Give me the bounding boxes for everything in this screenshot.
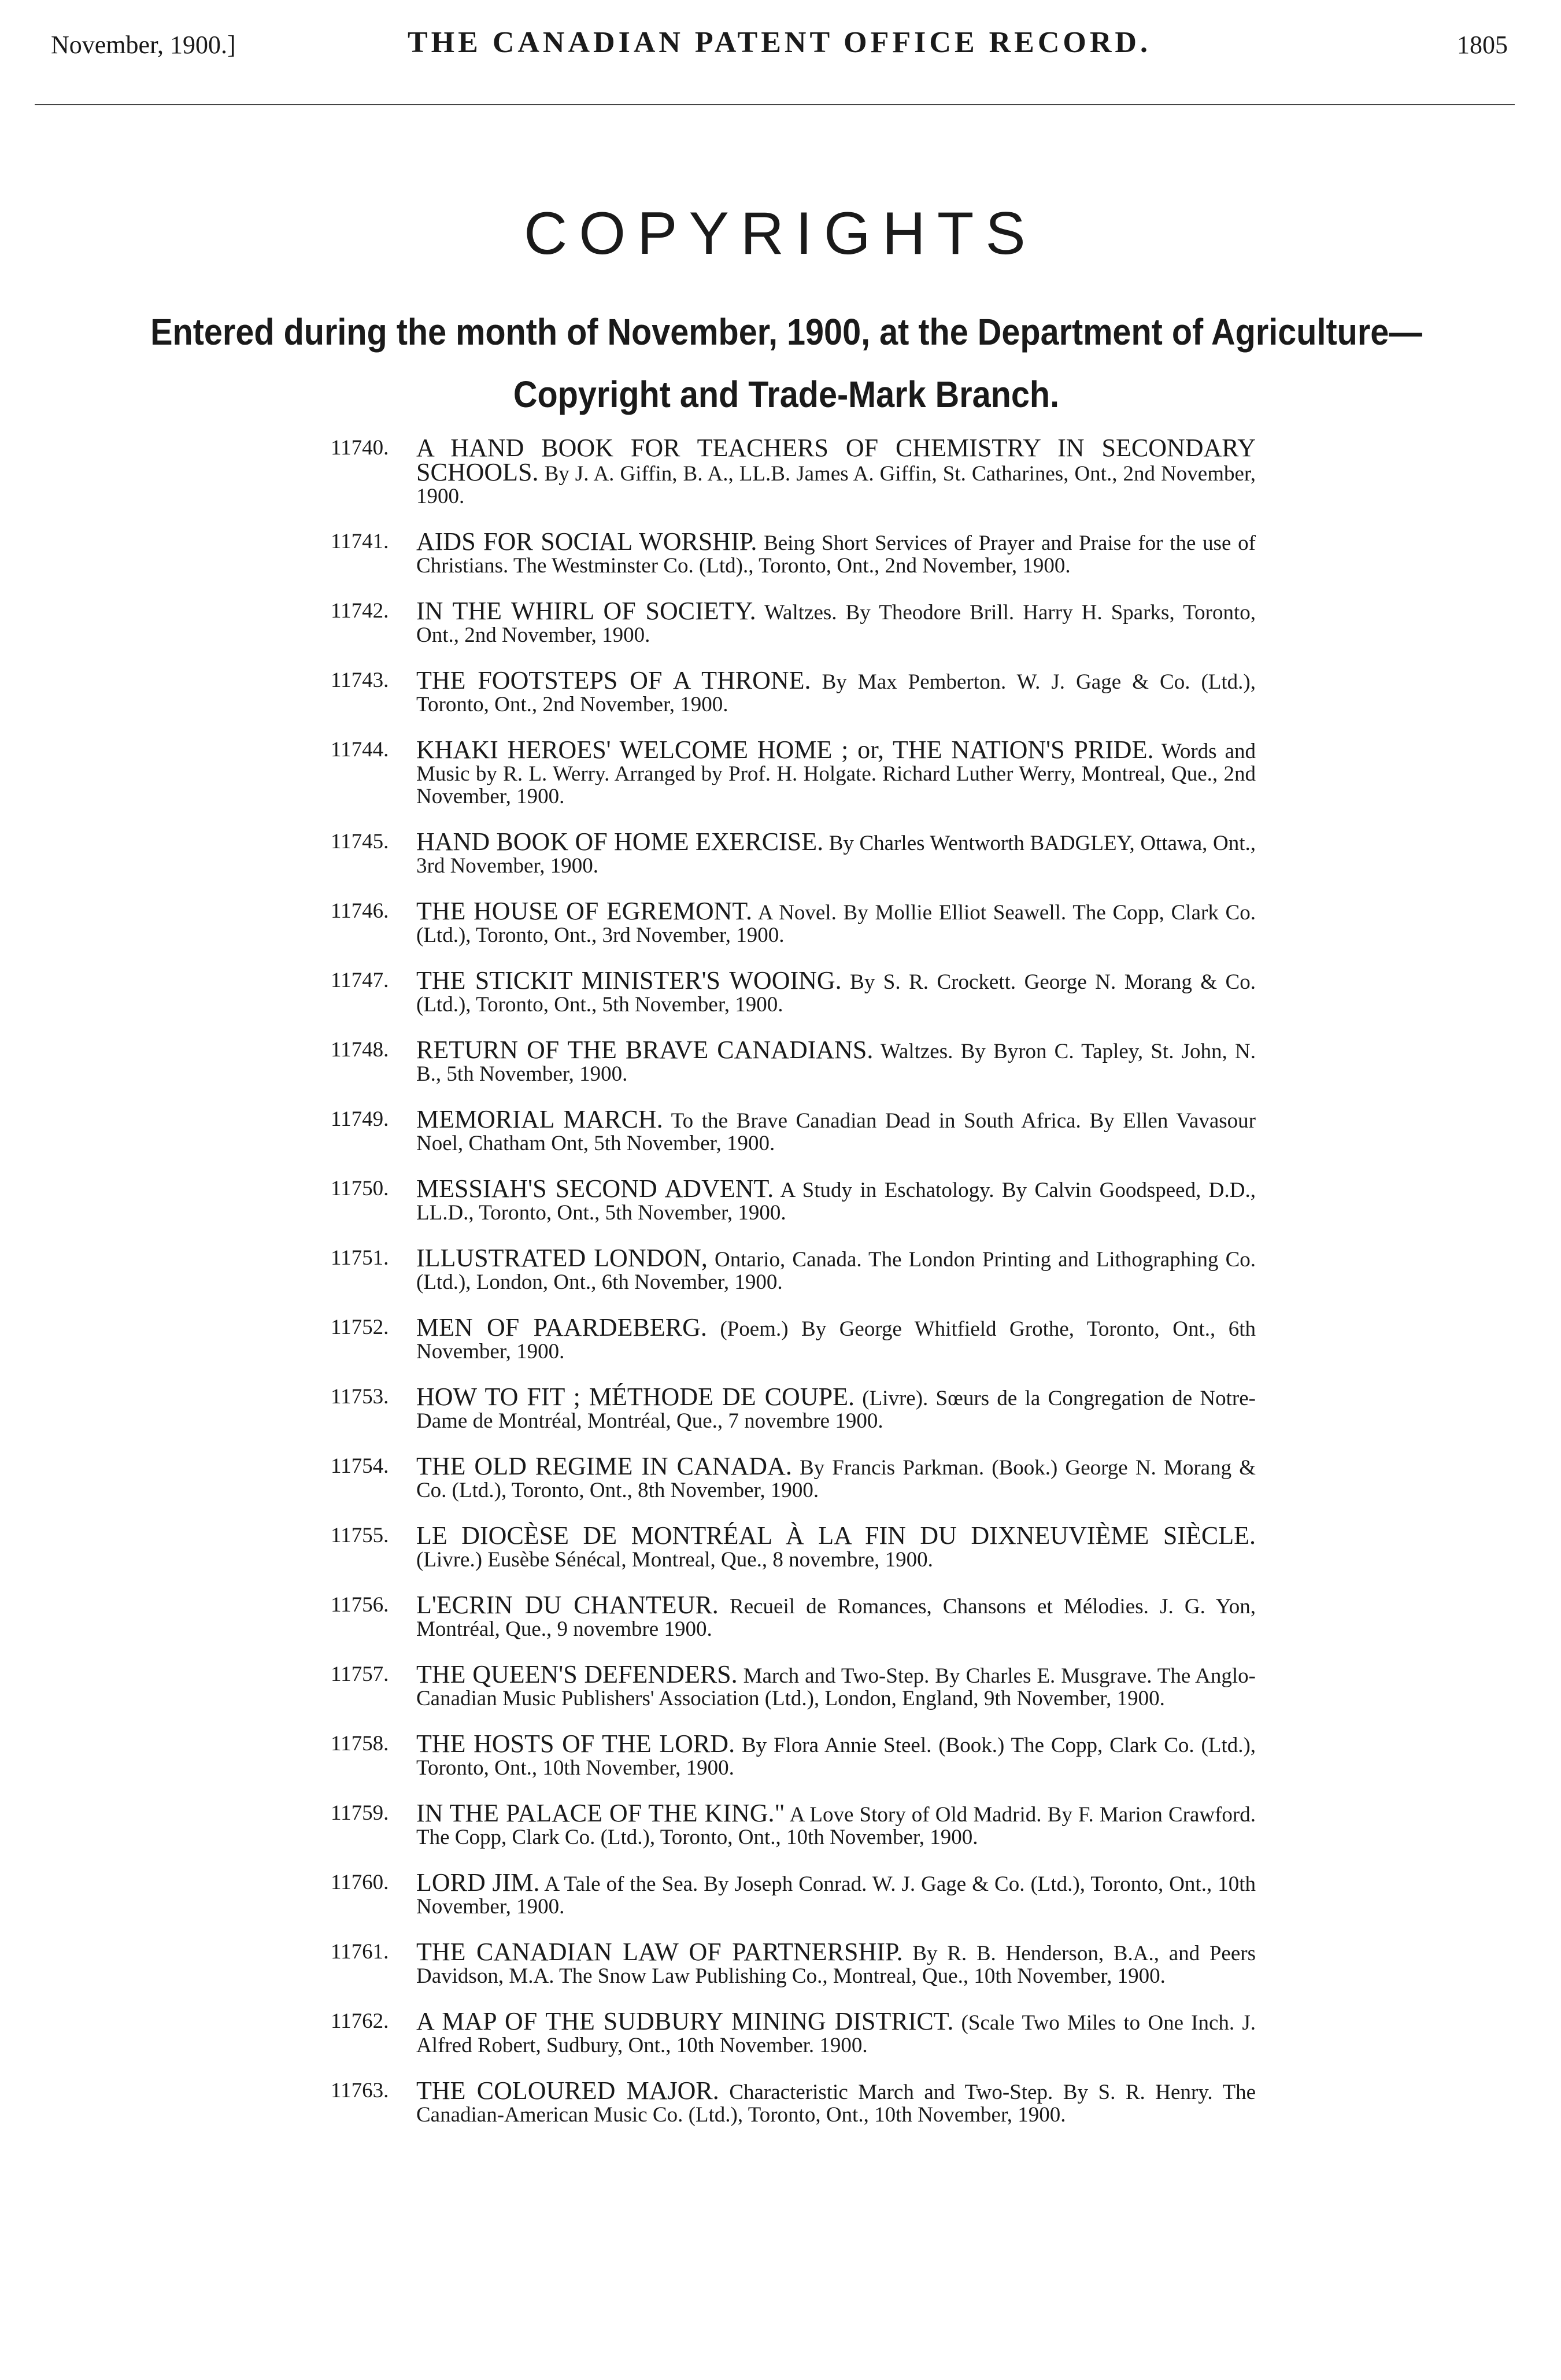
entry-details: A Study in Eschatology. By Calvin Goodspeed, D.D., LL.D., Toronto, Ont., 5th November, 1900. bbox=[416, 1178, 1256, 1225]
list-item bbox=[331, 1938, 1256, 1988]
page-number: 1805 bbox=[1457, 31, 1508, 59]
entry-number: 11747. bbox=[331, 969, 389, 992]
list-item bbox=[331, 434, 1256, 508]
entry-title: ILLUSTRATED LONDON, bbox=[416, 1244, 708, 1272]
entry-details: By J. A. Giffin, B. A., LL.B. James A. Giffin, St. Catharines, Ont., 2nd November, 1900. bbox=[416, 462, 1256, 508]
entry-number: 11759. bbox=[331, 1801, 389, 1825]
entry-title: THE CANADIAN LAW OF PARTNERSHIP. bbox=[416, 1938, 903, 1966]
entry-title: A HAND BOOK FOR TEACHERS OF CHEMISTRY IN SECONDARY SCHOOLS. bbox=[416, 434, 1256, 486]
list-item bbox=[331, 1385, 1256, 1432]
list-item bbox=[331, 897, 1256, 947]
entry-body bbox=[416, 2076, 1256, 2127]
entry-details: (Poem.) By George Whitfield Grothe, Toronto, Ont., 6th November, 1900. bbox=[416, 1317, 1256, 1363]
entry-details: Recueil de Romances, Chansons et Mélodies. J. G. Yon, Montréal, Que., 9 novembre 1900. bbox=[416, 1595, 1256, 1641]
entry-number: 11744. bbox=[331, 738, 389, 762]
entry-title: THE STICKIT MINISTER'S WOOING. bbox=[416, 966, 842, 995]
entry-body bbox=[416, 1660, 1256, 1710]
entry-details: Words and Music by R. L. Werry. Arranged by Prof. H. Holgate. Richard Luther Werry, Montreal, Que., 2nd November, 1900. bbox=[416, 740, 1256, 808]
entry-details: A Love Story of Old Madrid. By F. Marion Crawford. The Copp, Clark Co. (Ltd.), Toronto, Ont., 10th November, 1900. bbox=[416, 1803, 1256, 1849]
entry-body bbox=[416, 1036, 1256, 1086]
entry-details: March and Two-Step. By Charles E. Musgrave. The Anglo-Canadian Music Publishers' Association (Ltd.), London, England, 9th November, 1900. bbox=[416, 1664, 1256, 1710]
entry-details: Ontario, Canada. The London Printing and Lithographing Co. (Ltd.), London, Ont., 6th November, 1900. bbox=[416, 1248, 1256, 1294]
list-item bbox=[331, 666, 1256, 716]
header-rule bbox=[35, 104, 1515, 105]
entry-body bbox=[416, 1105, 1256, 1155]
entry-details: Being Short Services of Prayer and Praise for the use of Christians. The Westminster Co. (Ltd)., Toronto, Ont., 2nd November, 1900. bbox=[416, 531, 1256, 578]
entry-title: AIDS FOR SOCIAL WORSHIP. bbox=[416, 527, 757, 556]
entry-number: 11761. bbox=[331, 1940, 389, 1964]
entry-body bbox=[416, 1452, 1256, 1502]
list-item bbox=[331, 1105, 1256, 1155]
list-item bbox=[331, 827, 1256, 878]
entry-title: KHAKI HEROES' WELCOME HOME ; or, THE NATION'S PRIDE. bbox=[416, 736, 1154, 764]
entry-title: HOW TO FIT ; MÉTHODE DE COUPE. bbox=[416, 1383, 855, 1411]
list-item bbox=[331, 597, 1256, 647]
entry-details: By Flora Annie Steel. (Book.) The Copp, Clark Co. (Ltd.), Toronto, Ont., 10th November, 1900. bbox=[416, 1734, 1256, 1780]
entry-number: 11760. bbox=[331, 1871, 389, 1894]
entry-body bbox=[416, 597, 1256, 647]
entry-title: RETURN OF THE BRAVE CANADIANS. bbox=[416, 1036, 874, 1064]
entry-body bbox=[416, 1174, 1256, 1225]
entry-number: 11751. bbox=[331, 1246, 389, 1270]
entry-number: 11754. bbox=[331, 1454, 389, 1478]
page-header bbox=[51, 22, 1508, 74]
entry-title: A MAP OF THE SUDBURY MINING DISTRICT. bbox=[416, 2007, 954, 2035]
entry-number: 11746. bbox=[331, 899, 389, 923]
header-title: THE CANADIAN PATENT OFFICE RECORD. bbox=[408, 26, 1151, 59]
list-item bbox=[331, 1660, 1256, 1710]
entry-number: 11762. bbox=[331, 2009, 389, 2033]
list-item bbox=[331, 527, 1256, 578]
copyright-entries bbox=[331, 434, 1256, 2149]
entry-title: MEMORIAL MARCH. bbox=[416, 1105, 663, 1133]
entry-details: By Francis Parkman. (Book.) George N. Morang & Co. (Ltd.), Toronto, Ont., 8th November, 1900. bbox=[416, 1456, 1256, 1502]
list-item bbox=[331, 1868, 1256, 1919]
entry-details: Characteristic March and Two-Step. By S. R. Henry. The Canadian-American Music Co. (Ltd.), Toronto, Ont., 10th November, 1900. bbox=[416, 2080, 1256, 2127]
entry-title: LE DIOCÈSE DE MONTRÉAL À LA FIN DU DIXNEUVIÈME SIÈCLE. bbox=[416, 1521, 1256, 1550]
section-title: COPYRIGHTS bbox=[524, 200, 1037, 267]
entry-number: 11745. bbox=[331, 830, 389, 853]
list-item bbox=[331, 1521, 1256, 1572]
header-date: November, 1900.] bbox=[51, 31, 236, 59]
entry-body bbox=[416, 2007, 1256, 2057]
list-item bbox=[331, 1452, 1256, 1502]
entry-number: 11740. bbox=[331, 436, 389, 460]
list-item bbox=[331, 1591, 1256, 1641]
entry-details: A Novel. By Mollie Elliot Seawell. The Copp, Clark Co. (Ltd.), Toronto, Ont., 3rd November, 1900. bbox=[416, 901, 1256, 947]
list-item bbox=[331, 1313, 1256, 1363]
entry-title: THE HOUSE OF EGREMONT. bbox=[416, 897, 753, 925]
list-item bbox=[331, 2007, 1256, 2057]
entry-title: THE HOSTS OF THE LORD. bbox=[416, 1729, 735, 1758]
entry-body bbox=[416, 1938, 1256, 1988]
entry-details: By Charles Wentworth BADGLEY, Ottawa, Ont., 3rd November, 1900. bbox=[416, 831, 1256, 878]
list-item bbox=[331, 738, 1256, 808]
entry-details: By Max Pemberton. W. J. Gage & Co. (Ltd.), Toronto, Ont., 2nd November, 1900. bbox=[416, 670, 1256, 716]
entry-details: To the Brave Canadian Dead in South Africa. By Ellen Vavasour Noel, Chatham Ont, 5th November, 1900. bbox=[416, 1109, 1256, 1155]
entry-body bbox=[416, 736, 1256, 808]
entry-number: 11763. bbox=[331, 2079, 389, 2102]
entry-body bbox=[416, 527, 1256, 578]
entry-details: By R. B. Henderson, B.A., and Peers Davidson, M.A. The Snow Law Publishing Co., Montreal, Que., 10th November, 1900. bbox=[416, 1942, 1256, 1988]
entry-number: 11742. bbox=[331, 599, 389, 623]
entry-body bbox=[416, 1383, 1256, 1433]
section-subtitle: Entered during the month of November, 1900, at the Department of Agriculture—Copyright and Trade-Mark Branch. bbox=[150, 311, 1422, 415]
entry-number: 11741. bbox=[331, 530, 389, 553]
entry-title: LORD JIM. bbox=[416, 1868, 540, 1897]
entry-title: IN THE WHIRL OF SOCIETY. bbox=[416, 597, 756, 625]
list-item bbox=[331, 1729, 1256, 1780]
entry-body bbox=[416, 897, 1256, 947]
entry-title: THE FOOTSTEPS OF A THRONE. bbox=[416, 666, 811, 694]
entry-number: 11753. bbox=[331, 1385, 389, 1409]
entry-details: (Livre). Sœurs de la Congregation de Notre-Dame de Montréal, Montréal, Que., 7 novembre 1900. bbox=[416, 1387, 1256, 1433]
list-item bbox=[331, 1174, 1256, 1225]
entry-number: 11749. bbox=[331, 1107, 389, 1131]
entry-title: MEN OF PAARDEBERG. bbox=[416, 1313, 707, 1341]
list-item bbox=[331, 1799, 1256, 1849]
entry-title: L'ECRIN DU CHANTEUR. bbox=[416, 1591, 719, 1619]
entry-number: 11752. bbox=[331, 1315, 389, 1339]
entry-body bbox=[416, 1868, 1256, 1919]
entry-body bbox=[416, 1521, 1256, 1572]
list-item bbox=[331, 2076, 1256, 2127]
entry-body bbox=[416, 827, 1256, 878]
entry-title: THE OLD REGIME IN CANADA. bbox=[416, 1452, 792, 1480]
entry-title: IN THE PALACE OF THE KING." bbox=[416, 1799, 785, 1827]
entry-title: THE COLOURED MAJOR. bbox=[416, 2076, 719, 2105]
entry-details: Waltzes. By Byron C. Tapley, St. John, N. B., 5th November, 1900. bbox=[416, 1040, 1256, 1086]
entry-body bbox=[416, 666, 1256, 716]
entry-details: By S. R. Crockett. George N. Morang & Co. (Ltd.), Toronto, Ont., 5th November, 1900. bbox=[416, 970, 1256, 1017]
entry-title: HAND BOOK OF HOME EXERCISE. bbox=[416, 827, 824, 856]
entry-body bbox=[416, 966, 1256, 1017]
list-item bbox=[331, 1036, 1256, 1086]
entry-number: 11757. bbox=[331, 1662, 389, 1686]
list-item bbox=[331, 966, 1256, 1017]
entry-details: (Scale Two Miles to One Inch. J. Alfred Robert, Sudbury, Ont., 10th November. 1900. bbox=[416, 2011, 1256, 2057]
entry-number: 11748. bbox=[331, 1038, 389, 1062]
entry-title: MESSIAH'S SECOND ADVENT. bbox=[416, 1174, 774, 1203]
entry-body bbox=[416, 1244, 1256, 1294]
entry-details: Waltzes. By Theodore Brill. Harry H. Sparks, Toronto, Ont., 2nd November, 1900. bbox=[416, 601, 1256, 647]
entry-details: (Livre.) Eusèbe Sénécal, Montreal, Que., 8 novembre, 1900. bbox=[416, 1548, 933, 1572]
list-item bbox=[331, 1244, 1256, 1294]
entry-body bbox=[416, 434, 1256, 508]
entry-title: THE QUEEN'S DEFENDERS. bbox=[416, 1660, 738, 1688]
entry-number: 11758. bbox=[331, 1732, 389, 1756]
entry-details: A Tale of the Sea. By Joseph Conrad. W. J. Gage & Co. (Ltd.), Toronto, Ont., 10th November, 1900. bbox=[416, 1872, 1256, 1919]
entry-body bbox=[416, 1799, 1256, 1849]
entry-number: 11750. bbox=[331, 1177, 389, 1200]
entry-number: 11755. bbox=[331, 1524, 389, 1547]
entry-body bbox=[416, 1313, 1256, 1363]
entry-number: 11743. bbox=[331, 668, 389, 692]
entry-body bbox=[416, 1591, 1256, 1641]
entry-body bbox=[416, 1729, 1256, 1780]
entry-number: 11756. bbox=[331, 1593, 389, 1617]
